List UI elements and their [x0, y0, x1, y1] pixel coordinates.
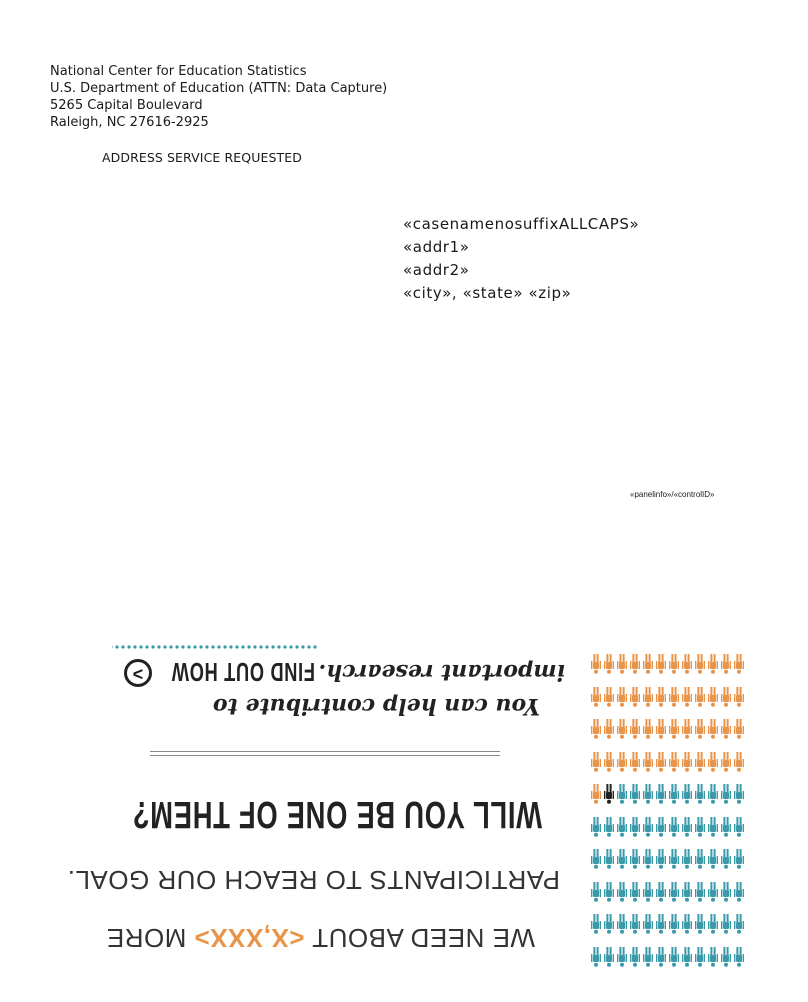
- person-icon: [695, 882, 705, 902]
- person-icon: [643, 915, 653, 935]
- person-icon: [656, 850, 666, 870]
- person-icon: [695, 947, 705, 967]
- goal-line-2: PARTICIPANTS TO REACH OUR GOAL.: [67, 865, 560, 895]
- person-icon: [643, 720, 653, 740]
- person-icon: [630, 947, 640, 967]
- person-icon: [734, 947, 744, 967]
- person-icon: [591, 720, 601, 740]
- person-icon: [630, 752, 640, 772]
- person-icon: [721, 785, 731, 805]
- arrow-circle-icon: >: [124, 659, 152, 687]
- help-text-line-1: You can help contribute to: [212, 693, 540, 719]
- person-icon: [630, 785, 640, 805]
- panel-control-id: «panelinfo»/«controlID»: [630, 490, 715, 499]
- person-icon: [630, 720, 640, 740]
- person-icon: [734, 915, 744, 935]
- person-icon: [604, 687, 614, 707]
- headline: WILL YOU BE ONE OF THEM?: [132, 793, 542, 835]
- person-icon: [604, 850, 614, 870]
- person-icon: [604, 720, 614, 740]
- recipient-name: «casenamenosuffixALLCAPS»: [403, 215, 640, 233]
- person-icon: [604, 817, 614, 837]
- person-icon: [643, 947, 653, 967]
- person-icon: [617, 817, 627, 837]
- divider: [150, 755, 500, 756]
- person-icon: [604, 915, 614, 935]
- person-icon: [617, 947, 627, 967]
- person-icon: [708, 850, 718, 870]
- person-icon: [708, 752, 718, 772]
- person-icon: [604, 655, 614, 675]
- person-icon: [708, 947, 718, 967]
- person-icon: [734, 817, 744, 837]
- person-icon: [682, 752, 692, 772]
- person-icon: [656, 915, 666, 935]
- person-icon: [695, 785, 705, 805]
- person-icon: [734, 785, 744, 805]
- person-icon: [591, 947, 601, 967]
- person-icon: [630, 915, 640, 935]
- person-icon: [656, 752, 666, 772]
- recipient-address: [403, 213, 639, 305]
- person-icon: [721, 817, 731, 837]
- person-icon: [656, 720, 666, 740]
- person-icon: [682, 655, 692, 675]
- person-icon: [669, 720, 679, 740]
- person-icon: [669, 882, 679, 902]
- return-address-line: 5265 Capital Boulevard: [50, 98, 203, 113]
- person-icon: [734, 850, 744, 870]
- address-service-note: ADDRESS SERVICE REQUESTED: [102, 150, 302, 165]
- recipient-addr2: «addr2»: [403, 261, 470, 279]
- person-icon: [630, 655, 640, 675]
- person-icon: [721, 882, 731, 902]
- person-icon: [721, 687, 731, 707]
- person-icon: [656, 655, 666, 675]
- person-icon: [669, 817, 679, 837]
- participant-icon-grid: [590, 643, 744, 967]
- person-icon: [708, 915, 718, 935]
- goal-number: <X,XXX>: [194, 923, 305, 953]
- person-icon: [708, 655, 718, 675]
- dotted-underline: [112, 645, 318, 649]
- find-out-how-link[interactable]: [109, 656, 315, 687]
- person-icon: [695, 655, 705, 675]
- person-icon: [734, 752, 744, 772]
- person-icon: [708, 817, 718, 837]
- person-icon: [643, 817, 653, 837]
- person-icon: [591, 655, 601, 675]
- person-icon: [682, 882, 692, 902]
- person-icon: [643, 882, 653, 902]
- person-icon: [630, 817, 640, 837]
- goal-prefix: WE NEED ABOUT: [304, 923, 535, 953]
- person-icon: [630, 882, 640, 902]
- upside-down-flap: [30, 625, 790, 975]
- person-icon: [669, 752, 679, 772]
- person-icon: [656, 687, 666, 707]
- person-icon: [708, 882, 718, 902]
- person-icon: [617, 785, 627, 805]
- person-icon: [682, 947, 692, 967]
- divider: [150, 751, 500, 752]
- person-icon: [721, 720, 731, 740]
- person-icon: [643, 785, 653, 805]
- person-icon: [682, 850, 692, 870]
- person-icon: [682, 720, 692, 740]
- goal-line: [106, 922, 535, 953]
- person-icon: [617, 882, 627, 902]
- person-icon: [721, 655, 731, 675]
- person-icon: [708, 785, 718, 805]
- person-icon: [682, 687, 692, 707]
- person-icon: [734, 687, 744, 707]
- help-text-line-2: important research.: [318, 659, 565, 685]
- person-icon: [630, 687, 640, 707]
- person-icon: [669, 947, 679, 967]
- person-icon: [682, 785, 692, 805]
- person-icon: [643, 687, 653, 707]
- person-icon: [643, 752, 653, 772]
- person-icon: [591, 850, 601, 870]
- person-icon: [669, 850, 679, 870]
- person-icon: [734, 720, 744, 740]
- person-icon: [617, 655, 627, 675]
- person-icon: [591, 785, 601, 805]
- person-icon: [591, 882, 601, 902]
- person-icon: [669, 687, 679, 707]
- return-address-line: Raleigh, NC 27616-2925: [50, 115, 209, 130]
- person-icon: [591, 915, 601, 935]
- person-icon: [604, 752, 614, 772]
- person-icon: [669, 915, 679, 935]
- person-icon: [695, 850, 705, 870]
- person-icon: [656, 882, 666, 902]
- goal-suffix: MORE: [106, 923, 195, 953]
- person-icon: [604, 947, 614, 967]
- person-icon: [591, 752, 601, 772]
- person-icon: [656, 947, 666, 967]
- person-icon: [669, 655, 679, 675]
- person-icon: [617, 850, 627, 870]
- person-icon: [617, 915, 627, 935]
- person-icon: [604, 882, 614, 902]
- person-icon: [617, 752, 627, 772]
- person-icon: [656, 785, 666, 805]
- person-icon: [721, 752, 731, 772]
- person-icon: [708, 720, 718, 740]
- person-icon: [591, 817, 601, 837]
- person-icon: [604, 785, 614, 805]
- recipient-addr1: «addr1»: [403, 238, 470, 256]
- person-icon: [617, 687, 627, 707]
- person-icon: [682, 915, 692, 935]
- person-icon: [682, 817, 692, 837]
- person-icon: [695, 915, 705, 935]
- person-icon: [669, 785, 679, 805]
- person-icon: [591, 687, 601, 707]
- return-address: [50, 63, 387, 131]
- recipient-city-state-zip: «city», «state» «zip»: [403, 284, 572, 302]
- person-icon: [721, 947, 731, 967]
- person-icon: [617, 720, 627, 740]
- return-address-line: U.S. Department of Education (ATTN: Data Capture): [50, 81, 388, 96]
- person-icon: [708, 687, 718, 707]
- person-icon: [630, 850, 640, 870]
- person-icon: [695, 720, 705, 740]
- person-icon: [643, 655, 653, 675]
- person-icon: [734, 882, 744, 902]
- person-icon: [695, 687, 705, 707]
- person-icon: [721, 850, 731, 870]
- cta-label: FIND OUT HOW: [171, 657, 315, 687]
- person-icon: [695, 817, 705, 837]
- person-icon: [695, 752, 705, 772]
- person-icon: [643, 850, 653, 870]
- person-icon: [721, 915, 731, 935]
- person-icon: [734, 655, 744, 675]
- person-icon: [656, 817, 666, 837]
- return-address-line: National Center for Education Statistics: [50, 64, 307, 79]
